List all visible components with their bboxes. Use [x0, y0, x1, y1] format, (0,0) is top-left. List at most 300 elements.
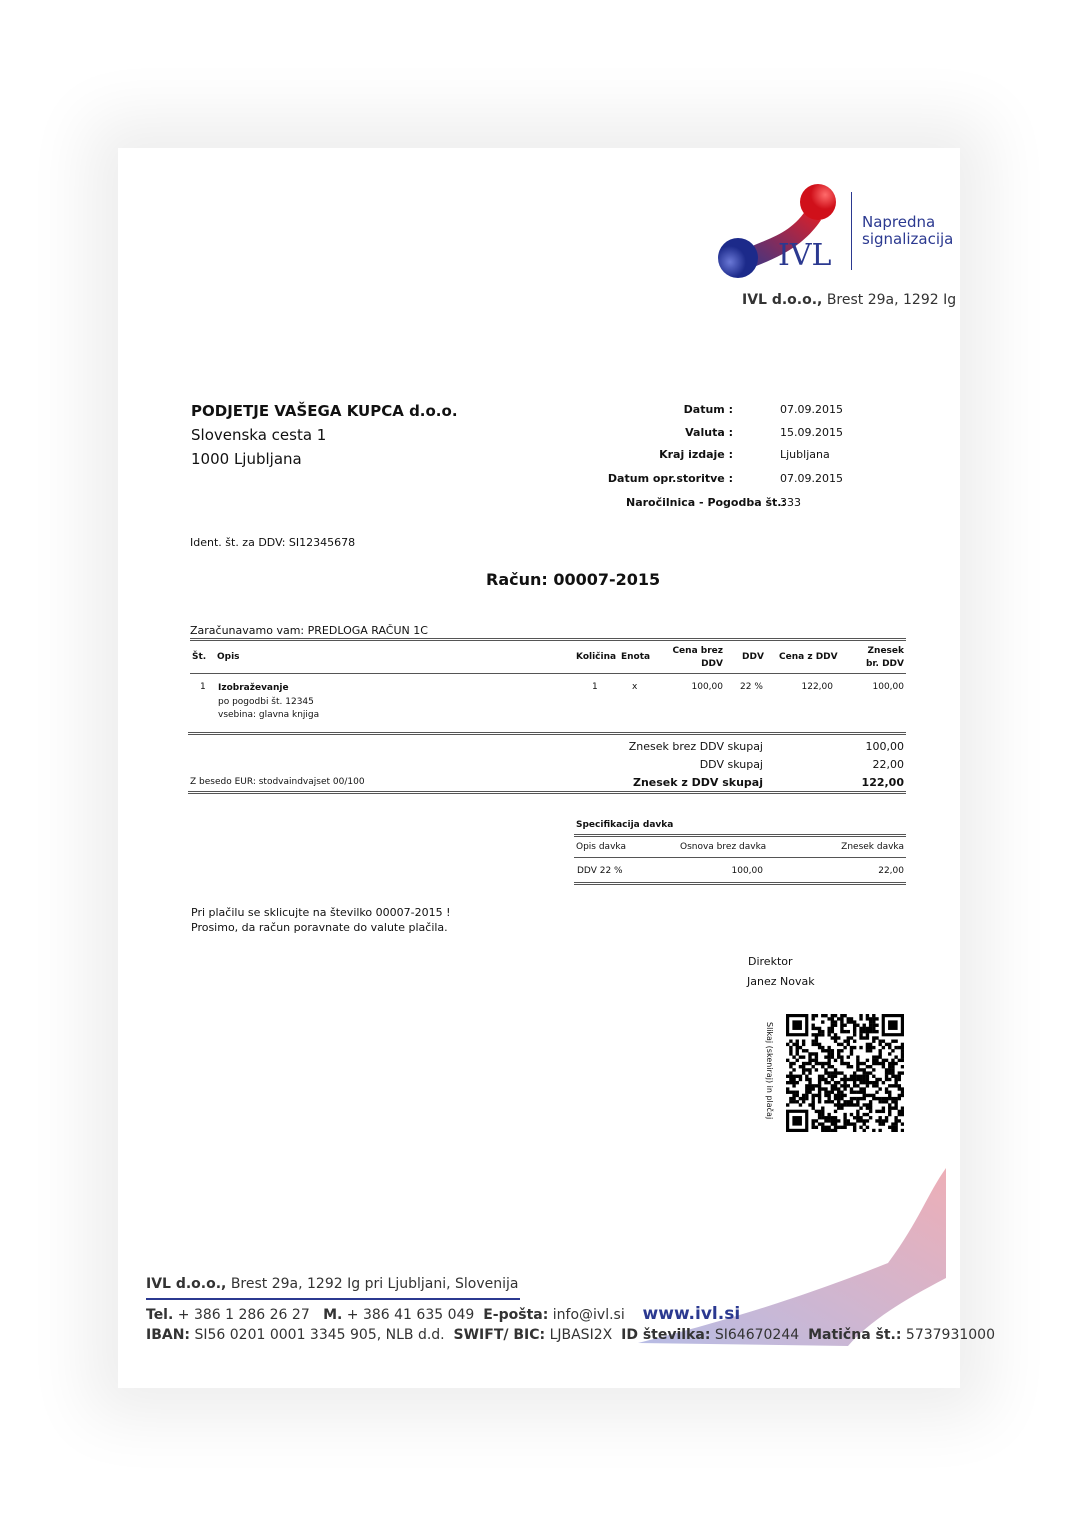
qr-module: [840, 1024, 843, 1027]
qr-module: [815, 1126, 818, 1129]
qr-module: [837, 1036, 840, 1039]
qr-module: [863, 1091, 866, 1094]
tax-row-base: 100,00: [731, 866, 763, 876]
qr-module: [821, 1046, 824, 1049]
qr-module: [789, 1062, 792, 1065]
qr-module: [863, 1122, 866, 1125]
qr-module: [815, 1119, 818, 1122]
qr-module: [901, 1049, 904, 1052]
qr-module: [789, 1049, 792, 1052]
header-address-text: Brest 29a, 1292 Ig: [822, 292, 957, 308]
qr-module: [898, 1097, 901, 1100]
qr-module: [792, 1055, 795, 1058]
qr-module: [853, 1078, 856, 1081]
qr-module: [818, 1091, 821, 1094]
payment-note-1: Pri plačilu se sklicujte na številko 00007-2015 !: [191, 906, 451, 919]
qr-module: [872, 1084, 875, 1087]
qr-module: [888, 1062, 891, 1065]
qr-module: [878, 1078, 881, 1081]
qr-module: [850, 1087, 853, 1090]
qr-module: [863, 1024, 866, 1027]
website-link[interactable]: www.ivl.si: [642, 1304, 741, 1324]
qr-module: [875, 1091, 878, 1094]
footer-address: [146, 1276, 519, 1292]
qr-module: [859, 1106, 862, 1109]
qr-module: [872, 1027, 875, 1030]
qr-module: [843, 1084, 846, 1087]
total-net: 100,00: [865, 740, 904, 753]
qr-module: [799, 1103, 802, 1106]
qr-module: [802, 1049, 805, 1052]
qr-module: [818, 1030, 821, 1033]
qr-module: [866, 1014, 869, 1017]
qr-module: [818, 1027, 821, 1030]
total-net-label: Znesek brez DDV skupaj: [628, 740, 763, 753]
qr-module: [898, 1110, 901, 1113]
invoice-title: Račun: 00007-2015: [486, 570, 661, 589]
qr-module: [850, 1078, 853, 1081]
qr-module: [824, 1116, 827, 1119]
qr-module: [856, 1055, 859, 1058]
payment-note-2: Prosimo, da račun poravnate do valute plačila.: [191, 921, 448, 934]
qr-module: [843, 1024, 846, 1027]
qr-module: [863, 1129, 866, 1132]
qr-module: [882, 1062, 885, 1065]
qr-module: [789, 1097, 792, 1100]
qr-module: [894, 1119, 897, 1122]
qr-module: [878, 1062, 881, 1065]
qr-module: [802, 1043, 805, 1046]
qr-module: [850, 1017, 853, 1020]
qr-module: [894, 1075, 897, 1078]
qr-module: [863, 1103, 866, 1106]
qr-module: [805, 1078, 808, 1081]
qr-module: [792, 1068, 795, 1071]
qr-module: [808, 1103, 811, 1106]
qr-module: [805, 1062, 808, 1065]
qr-module: [856, 1059, 859, 1062]
tax-spec-title: Specifikacija davka: [576, 820, 674, 830]
qr-module: [840, 1049, 843, 1052]
qr-module: [888, 1068, 891, 1071]
qr-module: [796, 1046, 799, 1049]
qr-module: [792, 1078, 795, 1081]
qr-module: [866, 1071, 869, 1074]
footer-contacts: [146, 1304, 740, 1324]
qr-module: [831, 1052, 834, 1055]
email-link[interactable]: info@ivl.si: [548, 1307, 625, 1323]
qr-module: [882, 1046, 885, 1049]
qr-module: [824, 1049, 827, 1052]
mobile-label: M.: [323, 1307, 343, 1323]
qr-module: [847, 1036, 850, 1039]
qr-module: [796, 1043, 799, 1046]
qr-module: [834, 1084, 837, 1087]
qr-module: [840, 1094, 843, 1097]
qr-module: [789, 1091, 792, 1094]
col-header-amount-l2: br. DDV: [865, 659, 904, 669]
row-line3: vsebina: glavna knjiga: [218, 710, 320, 720]
qr-module: [894, 1078, 897, 1081]
qr-module: [869, 1065, 872, 1068]
qr-module: [901, 1094, 904, 1097]
qr-module: [812, 1103, 815, 1106]
qr-module: [850, 1052, 853, 1055]
qr-module: [850, 1091, 853, 1094]
qr-module: [821, 1065, 824, 1068]
qr-module: [821, 1106, 824, 1109]
qr-module: [792, 1062, 795, 1065]
header-address: [742, 292, 956, 308]
qr-module: [847, 1030, 850, 1033]
qr-module: [866, 1027, 869, 1030]
qr-module: [882, 1065, 885, 1068]
qr-module: [831, 1116, 834, 1119]
iban-label: IBAN:: [146, 1327, 191, 1343]
qr-module: [856, 1103, 859, 1106]
qr-module: [827, 1126, 830, 1129]
qr-module: [812, 1024, 815, 1027]
qr-module: [837, 1097, 840, 1100]
qr-module: [827, 1091, 830, 1094]
row-price: 100,00: [691, 682, 723, 692]
qr-module: [808, 1062, 811, 1065]
qr-module: [894, 1084, 897, 1087]
mobile-value: + 386 41 635 049: [342, 1307, 475, 1323]
qr-module: [808, 1078, 811, 1081]
qr-module: [812, 1017, 815, 1020]
qr-module: [901, 1113, 904, 1116]
qr-module: [856, 1091, 859, 1094]
qr-module: [843, 1119, 846, 1122]
qr-module: [878, 1122, 881, 1125]
qr-module: [834, 1110, 837, 1113]
qr-module: [808, 1052, 811, 1055]
qr-module: [840, 1103, 843, 1106]
qr-module: [802, 1040, 805, 1043]
qr-module: [853, 1033, 856, 1036]
qr-module: [885, 1043, 888, 1046]
row-no: 1: [200, 682, 206, 692]
qr-module: [859, 1027, 862, 1030]
total-in-words: Z besedo EUR: stodvaindvajset 00/100: [190, 777, 365, 787]
qr-module: [821, 1033, 824, 1036]
col-header-desc: Opis: [217, 652, 240, 662]
qr-module: [898, 1094, 901, 1097]
qr-module: [853, 1084, 856, 1087]
qr-module: [875, 1110, 878, 1113]
qr-module: [863, 1078, 866, 1081]
customer-city: 1000 Ljubljana: [191, 450, 302, 468]
qr-module: [831, 1087, 834, 1090]
qr-module: [815, 1062, 818, 1065]
qr-module: [818, 1081, 821, 1084]
qr-module: [827, 1059, 830, 1062]
qr-module: [802, 1097, 805, 1100]
qr-module: [840, 1071, 843, 1074]
qr-module: [837, 1106, 840, 1109]
meta-label: Kraj izdaje :: [659, 448, 733, 461]
qr-module: [888, 1078, 891, 1081]
qr-module: [792, 1084, 795, 1087]
qr-module: [859, 1075, 862, 1078]
qr-module: [827, 1097, 830, 1100]
qr-module: [901, 1052, 904, 1055]
qr-module: [888, 1126, 891, 1129]
qr-module: [847, 1065, 850, 1068]
qr-module: [872, 1094, 875, 1097]
qr-module: [875, 1059, 878, 1062]
qr-module: [843, 1122, 846, 1125]
qr-module: [821, 1014, 824, 1017]
qr-module: [812, 1065, 815, 1068]
tax-header-desc: Opis davka: [576, 842, 626, 852]
qr-module: [856, 1119, 859, 1122]
qr-module: [863, 1027, 866, 1030]
qr-module: [853, 1081, 856, 1084]
qr-module: [812, 1094, 815, 1097]
qr-module: [831, 1030, 834, 1033]
qr-module: [853, 1116, 856, 1119]
qr-module: [834, 1024, 837, 1027]
qr-module: [812, 1122, 815, 1125]
qr-module: [894, 1129, 897, 1132]
qr-module: [901, 1129, 904, 1132]
qr-module: [837, 1071, 840, 1074]
qr-module: [859, 1068, 862, 1071]
row-desc: [218, 682, 319, 723]
qr-module: [821, 1122, 824, 1125]
qr-module: [834, 1040, 837, 1043]
qr-module: [875, 1084, 878, 1087]
qr-module: [818, 1097, 821, 1100]
qr-module: [821, 1126, 824, 1129]
qr-module: [878, 1110, 881, 1113]
iban-value: SI56 0201 0001 3345 905, NLB d.d.: [190, 1327, 445, 1343]
qr-module: [799, 1055, 802, 1058]
qr-module: [878, 1055, 881, 1058]
qr-module: [837, 1094, 840, 1097]
qr-module: [859, 1062, 862, 1065]
qr-module: [827, 1116, 830, 1119]
qr-module: [894, 1100, 897, 1103]
qr-module: [885, 1059, 888, 1062]
tel-label: Tel.: [146, 1307, 174, 1323]
qr-module: [799, 1097, 802, 1100]
qr-module: [891, 1065, 894, 1068]
qr-module: [843, 1100, 846, 1103]
tax-spec-bottom-border: [574, 882, 906, 885]
qr-module: [818, 1113, 821, 1116]
qr-module: [847, 1100, 850, 1103]
qr-module: [863, 1087, 866, 1090]
row-title: Izobraževanje: [218, 683, 289, 693]
qr-module: [853, 1024, 856, 1027]
qr-module: [875, 1024, 878, 1027]
qr-module: [840, 1027, 843, 1030]
qr-finder: [792, 1020, 802, 1030]
qr-module: [831, 1049, 834, 1052]
qr-module: [786, 1059, 789, 1062]
qr-module: [827, 1062, 830, 1065]
header-divider: [190, 673, 906, 674]
customer-name: PODJETJE VAŠEGA KUPCA d.o.o.: [191, 402, 458, 420]
qr-module: [866, 1033, 869, 1036]
qr-module: [824, 1062, 827, 1065]
qr-module: [898, 1059, 901, 1062]
qr-module: [898, 1087, 901, 1090]
qr-module: [872, 1030, 875, 1033]
qr-module: [872, 1097, 875, 1100]
qr-module: [856, 1024, 859, 1027]
qr-module: [875, 1062, 878, 1065]
qr-module: [872, 1129, 875, 1132]
qr-module: [837, 1091, 840, 1094]
qr-module: [815, 1027, 818, 1030]
qr-module: [850, 1065, 853, 1068]
qr-module: [898, 1046, 901, 1049]
qr-module: [859, 1046, 862, 1049]
qr-module: [796, 1100, 799, 1103]
qr-module: [863, 1030, 866, 1033]
qr-module: [843, 1014, 846, 1017]
tax-spec-top-border: [574, 834, 906, 837]
qr-module: [805, 1068, 808, 1071]
footer-address-text: Brest 29a, 1292 Ig pri Ljubljani, Slovenija: [226, 1276, 519, 1292]
qr-module: [901, 1110, 904, 1113]
qr-module: [869, 1046, 872, 1049]
qr-module: [786, 1043, 789, 1046]
qr-module: [853, 1046, 856, 1049]
qr-module: [812, 1059, 815, 1062]
qr-module: [792, 1094, 795, 1097]
qr-module: [853, 1030, 856, 1033]
tagline-line2: signalizacija: [862, 230, 954, 248]
qr-module: [850, 1113, 853, 1116]
qr-module: [847, 1078, 850, 1081]
qr-module: [792, 1100, 795, 1103]
qr-module: [824, 1119, 827, 1122]
qr-module: [898, 1119, 901, 1122]
qr-module: [885, 1078, 888, 1081]
qr-module: [824, 1100, 827, 1103]
logo-text: IVL: [778, 238, 832, 273]
qr-module: [853, 1126, 856, 1129]
totals-top-border: [188, 732, 906, 735]
qr-module: [856, 1113, 859, 1116]
qr-module: [827, 1094, 830, 1097]
qr-module: [834, 1122, 837, 1125]
qr-module: [853, 1027, 856, 1030]
qr-module: [863, 1113, 866, 1116]
qr-module: [866, 1017, 869, 1020]
qr-module: [866, 1084, 869, 1087]
customer-street: Slovenska cesta 1: [191, 426, 327, 444]
qr-module: [894, 1055, 897, 1058]
qr-module: [808, 1091, 811, 1094]
qr-module: [878, 1043, 881, 1046]
qr-module: [824, 1014, 827, 1017]
qr-module: [840, 1078, 843, 1081]
qr-module: [866, 1043, 869, 1046]
qr-module: [869, 1043, 872, 1046]
qr-module: [834, 1094, 837, 1097]
qr-module: [859, 1087, 862, 1090]
qr-module: [831, 1065, 834, 1068]
qr-module: [850, 1046, 853, 1049]
qr-module: [850, 1100, 853, 1103]
qr-module: [850, 1122, 853, 1125]
id-label: ID številka:: [621, 1327, 711, 1343]
qr-module: [831, 1017, 834, 1020]
qr-module: [859, 1081, 862, 1084]
qr-module: [882, 1097, 885, 1100]
qr-module: [847, 1055, 850, 1058]
qr-module: [789, 1040, 792, 1043]
qr-module: [869, 1094, 872, 1097]
id-value: SI64670244: [710, 1327, 800, 1343]
qr-module: [869, 1100, 872, 1103]
qr-module: [850, 1097, 853, 1100]
qr-module: [827, 1033, 830, 1036]
customer-vat-id: Ident. št. za DDV: SI12345678: [190, 536, 356, 549]
qr-module: [863, 1068, 866, 1071]
total-gross: 122,00: [861, 776, 904, 789]
qr-module: [812, 1097, 815, 1100]
qr-module: [891, 1071, 894, 1074]
qr-module: [847, 1103, 850, 1106]
qr-module: [796, 1040, 799, 1043]
qr-module: [818, 1094, 821, 1097]
qr-module: [894, 1097, 897, 1100]
qr-module: [878, 1119, 881, 1122]
qr-module: [866, 1103, 869, 1106]
qr-module: [894, 1106, 897, 1109]
qr-module: [821, 1030, 824, 1033]
qr-module: [815, 1036, 818, 1039]
qr-module: [818, 1084, 821, 1087]
qr-module: [831, 1129, 834, 1132]
tax-spec-divider: [574, 857, 906, 858]
qr-module: [891, 1084, 894, 1087]
qr-module: [815, 1094, 818, 1097]
qr-module: [885, 1119, 888, 1122]
qr-module: [859, 1091, 862, 1094]
qr-module: [818, 1100, 821, 1103]
qr-module: [815, 1110, 818, 1113]
qr-module: [805, 1091, 808, 1094]
qr-module: [891, 1126, 894, 1129]
qr-code[interactable]: [786, 1014, 904, 1132]
qr-module: [827, 1081, 830, 1084]
qr-module: [840, 1091, 843, 1094]
qr-module: [843, 1094, 846, 1097]
qr-module: [812, 1126, 815, 1129]
qr-module: [878, 1100, 881, 1103]
qr-module: [805, 1094, 808, 1097]
qr-module: [859, 1030, 862, 1033]
qr-module: [878, 1040, 881, 1043]
qr-module: [843, 1103, 846, 1106]
qr-module: [824, 1129, 827, 1132]
qr-module: [796, 1052, 799, 1055]
qr-module: [847, 1084, 850, 1087]
qr-module: [834, 1129, 837, 1132]
qr-module: [888, 1103, 891, 1106]
qr-module: [792, 1097, 795, 1100]
qr-module: [872, 1059, 875, 1062]
qr-module: [840, 1126, 843, 1129]
